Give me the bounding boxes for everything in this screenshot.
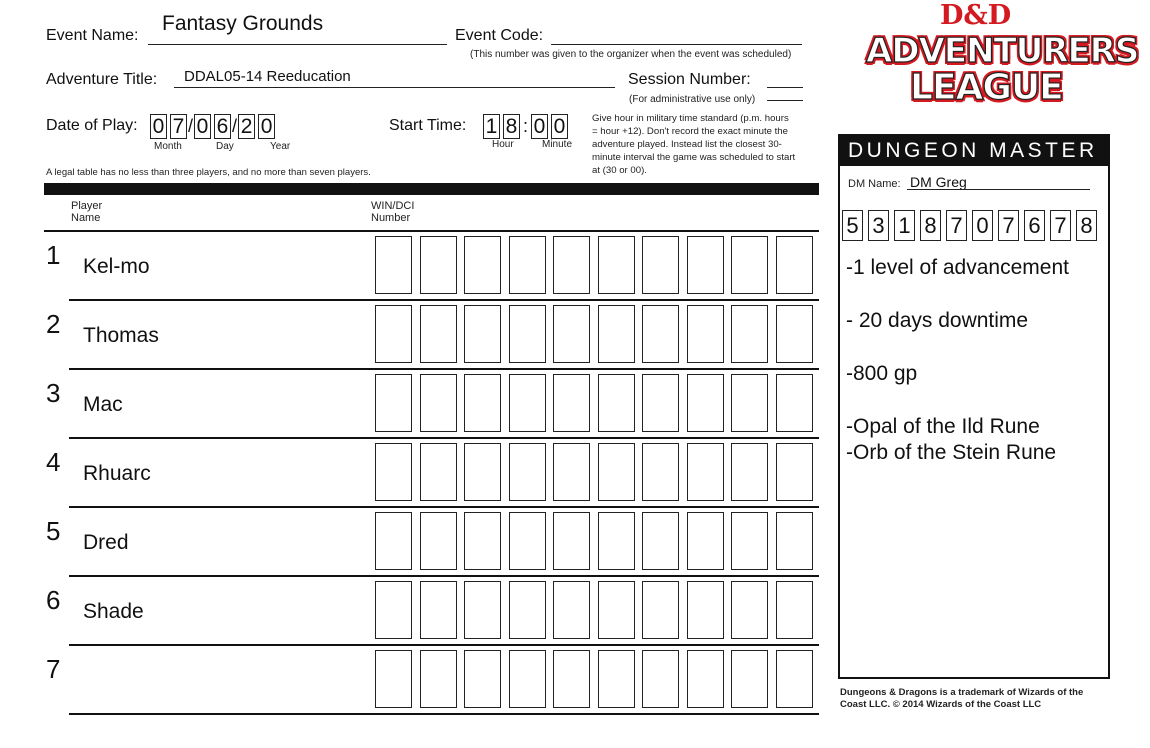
dci-digit-box[interactable]	[776, 650, 813, 708]
player-name-header: Player Name	[71, 200, 103, 224]
dci-digit-box[interactable]	[731, 581, 768, 639]
player-name[interactable]: Mac	[83, 393, 123, 416]
dci-digit-box[interactable]	[776, 305, 813, 363]
dci-digit-box[interactable]	[464, 581, 501, 639]
start-time-label: Start Time:	[389, 117, 467, 134]
dm-note-line: -1 level of advancement	[846, 256, 1069, 279]
session-number-note-line	[767, 100, 803, 101]
dci-digit-box[interactable]	[642, 650, 679, 708]
dci-digit-box[interactable]	[553, 512, 590, 570]
dci-digit-box[interactable]	[375, 581, 412, 639]
dci-digit-box[interactable]	[464, 305, 501, 363]
dci-digit-box[interactable]	[598, 374, 635, 432]
player-name[interactable]: Shade	[83, 600, 144, 623]
row-divider	[69, 299, 819, 301]
row-divider	[69, 437, 819, 439]
dci-digit-box[interactable]	[375, 374, 412, 432]
dm-name-line	[907, 189, 1090, 190]
dm-dci-digit[interactable]: 7	[1050, 210, 1071, 241]
dci-digit-box[interactable]	[420, 374, 457, 432]
dm-dci-digit[interactable]: 1	[894, 210, 915, 241]
start-time-field[interactable]	[483, 114, 568, 139]
dci-digit-box[interactable]	[776, 512, 813, 570]
dci-digit-box[interactable]	[553, 650, 590, 708]
dci-digit-box[interactable]	[464, 512, 501, 570]
dci-digit-box[interactable]	[598, 305, 635, 363]
dci-digit-box[interactable]	[420, 443, 457, 501]
row-number: 2	[46, 309, 61, 339]
adventurers-league-logo	[862, 0, 1139, 112]
date-separator: /	[188, 116, 194, 136]
dci-digit-box[interactable]	[776, 374, 813, 432]
session-number-note: (For administrative use only)	[629, 94, 756, 105]
time-instructions: Give hour in military time standard (p.m. hours = hour +12). Don't record the exact minute the adventure played. Instead list the closest 30- minute interval the game was scheduled to start at (30 or 00).	[592, 113, 796, 176]
row-number: 3	[46, 378, 61, 408]
session-number-label: Session Number:	[628, 71, 751, 88]
dci-digit-box[interactable]	[731, 650, 768, 708]
row-divider	[69, 575, 819, 577]
row-number: 5	[46, 516, 61, 546]
dci-digit-box[interactable]	[375, 236, 412, 294]
time-digit[interactable]: 0	[531, 114, 548, 139]
date-digit[interactable]: 7	[170, 114, 187, 139]
dm-dci-digit[interactable]: 3	[868, 210, 889, 241]
dci-digit-box[interactable]	[598, 512, 635, 570]
dci-digit-box[interactable]	[509, 443, 546, 501]
date-digit[interactable]: 6	[214, 114, 231, 139]
event-name-line	[148, 44, 447, 45]
dci-digit-box[interactable]	[642, 305, 679, 363]
event-code-note: (This number was given to the organizer when the event was scheduled)	[470, 49, 792, 60]
time-separator: :	[523, 116, 529, 136]
dci-digit-box[interactable]	[776, 581, 813, 639]
dm-panel-title: DUNGEON MASTER	[840, 136, 1108, 166]
dci-digit-box[interactable]	[420, 305, 457, 363]
dci-digit-box[interactable]	[642, 512, 679, 570]
dci-digit-box[interactable]	[464, 374, 501, 432]
dci-digit-box[interactable]	[420, 650, 457, 708]
dm-note-line: -Opal of the Ild Rune	[846, 415, 1040, 438]
player-name[interactable]: Thomas	[83, 324, 159, 347]
legal-table-note: A legal table has no less than three players, and no more than seven players.	[46, 167, 371, 178]
dci-digit-box[interactable]	[509, 305, 546, 363]
dci-digit-box[interactable]	[731, 374, 768, 432]
dci-digit-box[interactable]	[553, 443, 590, 501]
row-number: 7	[46, 654, 61, 684]
dci-digit-box[interactable]	[687, 581, 724, 639]
dci-number-header: WIN/DCI Number	[371, 200, 415, 224]
player-name[interactable]: Rhuarc	[83, 462, 151, 485]
dm-name-label: DM Name:	[848, 178, 901, 190]
dci-digit-box[interactable]	[420, 581, 457, 639]
dci-digit-box[interactable]	[642, 443, 679, 501]
dci-digit-box[interactable]	[598, 443, 635, 501]
dci-digit-box[interactable]	[553, 581, 590, 639]
dm-name-value[interactable]: DM Greg	[910, 174, 967, 190]
row-divider	[69, 644, 819, 646]
event-name-label: Event Name:	[46, 27, 139, 44]
dci-digit-box[interactable]	[642, 374, 679, 432]
dci-digit-box[interactable]	[687, 443, 724, 501]
dm-dci-digit[interactable]: 8	[1076, 210, 1097, 241]
event-code-label: Event Code:	[455, 27, 544, 44]
dci-digit-box[interactable]	[731, 236, 768, 294]
dci-digit-box[interactable]	[776, 443, 813, 501]
date-digit[interactable]: 0	[258, 114, 275, 139]
dci-digit-box[interactable]	[375, 443, 412, 501]
dci-digit-box[interactable]	[509, 236, 546, 294]
dm-note-line: -Orb of the Stein Rune	[846, 441, 1057, 464]
dci-digit-box[interactable]	[776, 236, 813, 294]
dci-digit-box[interactable]	[731, 512, 768, 570]
dm-dci-digit[interactable]: 8	[920, 210, 941, 241]
dci-digit-box[interactable]	[375, 512, 412, 570]
dci-digit-box[interactable]	[687, 650, 724, 708]
time-digit[interactable]: 0	[551, 114, 568, 139]
dci-digit-box[interactable]	[598, 581, 635, 639]
adventure-title-line	[174, 87, 615, 88]
row-number: 1	[46, 240, 61, 270]
trademark-footer: Dungeons & Dragons is a trademark of Wizards of the Coast LLC. © 2014 Wizards of the Coast LLC	[840, 687, 1084, 710]
session-number-field[interactable]	[767, 87, 803, 88]
dci-digit-box[interactable]	[420, 236, 457, 294]
player-name[interactable]: Kel-mo	[83, 255, 150, 278]
date-of-play-label: Date of Play:	[46, 117, 138, 134]
row-divider	[69, 506, 819, 508]
row-number: 6	[46, 585, 61, 615]
dci-digit-box[interactable]	[731, 305, 768, 363]
player-name[interactable]: Dred	[83, 531, 129, 554]
dci-digit-box[interactable]	[553, 236, 590, 294]
logo-line2: LEAGUE	[910, 67, 1063, 108]
dci-digit-box[interactable]	[509, 512, 546, 570]
hour-label: Hour	[492, 139, 514, 150]
dci-digit-box[interactable]	[731, 443, 768, 501]
logo-line1: ADVENTURERS	[866, 31, 1139, 71]
dci-digit-box[interactable]	[553, 305, 590, 363]
dci-digit-box[interactable]	[687, 236, 724, 294]
dci-digit-box[interactable]	[375, 305, 412, 363]
row-divider	[69, 713, 819, 715]
row-number: 4	[46, 447, 61, 477]
dci-digit-box[interactable]	[464, 650, 501, 708]
row-divider	[44, 230, 819, 232]
dci-digit-box[interactable]	[687, 374, 724, 432]
dm-dci-digit[interactable]: 6	[1024, 210, 1045, 241]
dm-dci-digit[interactable]: 0	[972, 210, 993, 241]
dci-digit-box[interactable]	[509, 581, 546, 639]
date-of-play-field[interactable]	[150, 114, 275, 139]
dci-digit-box[interactable]	[687, 512, 724, 570]
minute-label: Minute	[542, 139, 573, 150]
dm-dci-digit[interactable]: 5	[842, 210, 863, 241]
dnd-logo: D&D	[940, 0, 1012, 31]
dci-digit-box[interactable]	[687, 305, 724, 363]
dm-note-line: - 20 days downtime	[846, 309, 1029, 332]
dci-digit-box[interactable]	[464, 443, 501, 501]
dci-digit-box[interactable]	[598, 236, 635, 294]
adventure-title-label: Adventure Title:	[46, 71, 158, 88]
dci-digit-box[interactable]	[642, 581, 679, 639]
month-label: Month	[154, 141, 182, 152]
day-label: Day	[216, 141, 234, 152]
dm-dci-field[interactable]	[842, 210, 1097, 241]
dci-digit-box[interactable]	[553, 374, 590, 432]
event-name-value[interactable]: Fantasy Grounds	[162, 12, 324, 35]
date-separator: /	[232, 116, 238, 136]
dm-dci-digit[interactable]: 7	[998, 210, 1019, 241]
dci-digit-box[interactable]	[509, 374, 546, 432]
event-code-field[interactable]	[551, 44, 802, 45]
dci-digit-box[interactable]	[420, 512, 457, 570]
dm-dci-digit[interactable]: 7	[946, 210, 967, 241]
dci-digit-box[interactable]	[598, 650, 635, 708]
dm-note-line: -800 gp	[846, 362, 918, 385]
time-digit[interactable]: 8	[503, 114, 520, 139]
dm-panel	[838, 134, 1110, 679]
date-digit[interactable]: 0	[194, 114, 211, 139]
adventure-title-value[interactable]: DDAL05-14 Reeducation	[184, 68, 351, 85]
dci-digit-box[interactable]	[509, 650, 546, 708]
dci-digit-box[interactable]	[642, 236, 679, 294]
row-divider	[69, 368, 819, 370]
time-digit[interactable]: 1	[483, 114, 500, 139]
date-digit[interactable]: 2	[238, 114, 255, 139]
dci-digit-box[interactable]	[464, 236, 501, 294]
header-divider	[44, 183, 819, 195]
date-digit[interactable]: 0	[150, 114, 167, 139]
dci-digit-box[interactable]	[375, 650, 412, 708]
year-label: Year	[270, 141, 291, 152]
